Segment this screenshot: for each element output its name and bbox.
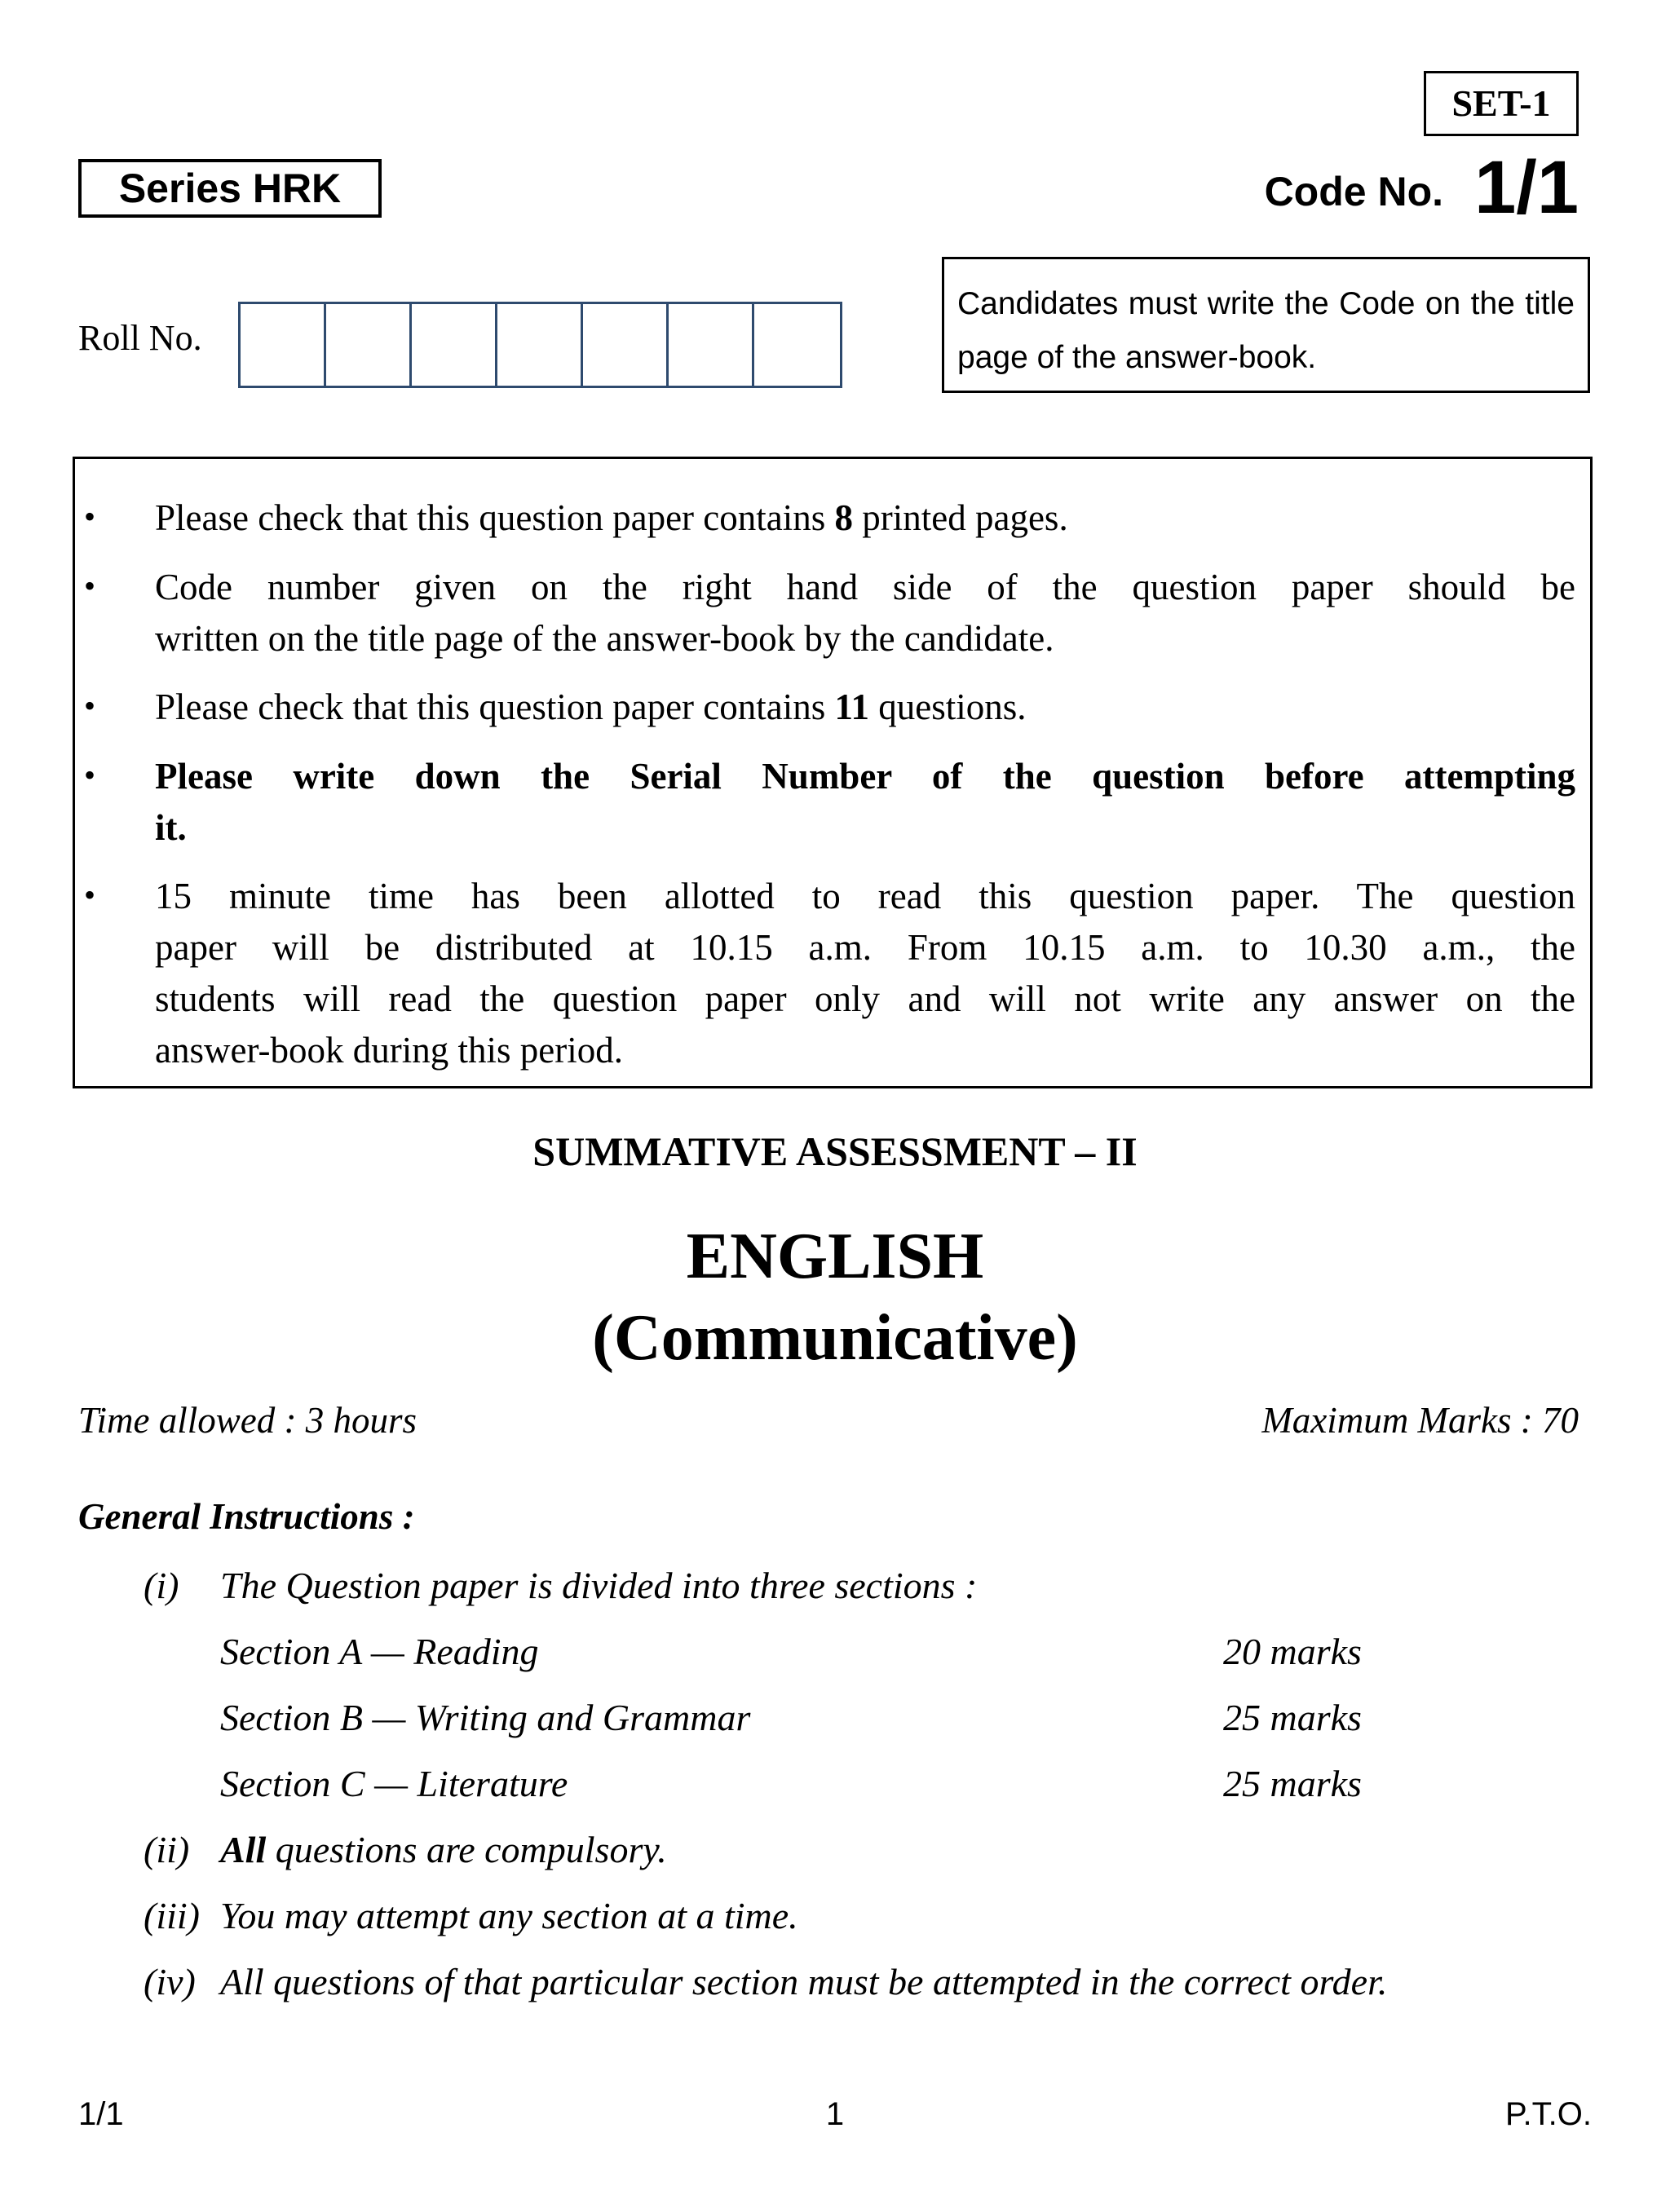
- instruction-pages: [155, 492, 1575, 544]
- instruction-text: Please check that this question paper contains: [155, 497, 835, 538]
- roll-number-cell: [754, 304, 840, 386]
- section-b-marks: 25 marks: [1223, 1697, 1362, 1738]
- instruction-time-line3: students will read the question paper only and will not write any answer on the: [155, 978, 1575, 1019]
- series-label: Series HRK: [78, 159, 382, 218]
- instruction-number: (iv): [144, 1961, 196, 2002]
- bullet-icon: •: [84, 876, 96, 913]
- instruction-number: (iii): [144, 1895, 200, 1936]
- bullet-icon: •: [84, 757, 96, 793]
- instruction-time-line1: 15 minute time has been allotted to read this question paper. The question: [155, 876, 1575, 916]
- roll-number-cell: [583, 304, 669, 386]
- instruction-number: (ii): [144, 1829, 190, 1870]
- time-allowed: Time allowed : 3 hours: [78, 1400, 418, 1441]
- instruction-sections-intro: The Question paper is divided into three sections :: [220, 1565, 978, 1606]
- instruction-bold: 8: [834, 497, 854, 538]
- instruction-text: questions are compulsory.: [266, 1829, 667, 1870]
- instruction-time-line4: answer-book during this period.: [155, 1030, 623, 1071]
- instruction-serial-line2: it.: [155, 807, 187, 848]
- assessment-title: SUMMATIVE ASSESSMENT – II: [532, 1128, 1138, 1174]
- roll-number-cell: [497, 304, 583, 386]
- page-number: 1: [825, 2096, 845, 2132]
- instruction-bold: 11: [834, 687, 870, 727]
- instruction-questions: [155, 682, 1575, 733]
- instruction-text: printed pages.: [853, 497, 1068, 538]
- candidate-note: Candidates must write the Code on the title page of the answer-book.: [942, 257, 1590, 393]
- instruction-code-line2: written on the title page of the answer-book by the candidate.: [155, 618, 1054, 659]
- instruction-bold: All: [220, 1829, 267, 1870]
- set-label: SET-1: [1424, 71, 1579, 136]
- section-c-marks: 25 marks: [1223, 1763, 1362, 1804]
- roll-number-cell: [412, 304, 497, 386]
- roll-number-cell: [241, 304, 326, 386]
- roll-number-cell: [326, 304, 412, 386]
- instruction-order: All questions of that particular section must be attempted in the correct order.: [220, 1961, 1388, 2002]
- footer-code: 1/1: [78, 2096, 124, 2132]
- instruction-text: Please check that this question paper contains: [155, 687, 835, 727]
- section-a-name: Section A — Reading: [220, 1631, 539, 1672]
- instruction-number: (i): [144, 1565, 179, 1606]
- section-a-marks: 20 marks: [1223, 1631, 1362, 1672]
- subject-title: ENGLISH: [686, 1221, 984, 1292]
- general-instructions-heading: General Instructions :: [78, 1496, 415, 1537]
- roll-number-label: Roll No.: [78, 318, 202, 358]
- roll-number-cell: [669, 304, 754, 386]
- instruction-time-line2: paper will be distributed at 10.15 a.m. From 10.15 a.m. to 10.30 a.m., the: [155, 927, 1575, 968]
- instruction-serial-line1: Please write down the Serial Number of the question before attempting: [155, 756, 1575, 797]
- code-value: 1/1: [1474, 146, 1579, 229]
- bullet-icon: •: [84, 687, 96, 724]
- instruction-code-line1: Code number given on the right hand side of the question paper should be: [155, 567, 1575, 607]
- bullet-icon: •: [84, 498, 96, 535]
- maximum-marks: Maximum Marks : 70: [1261, 1400, 1579, 1441]
- instruction-any-section: You may attempt any section at a time.: [220, 1895, 798, 1936]
- please-turn-over: P.T.O.: [1505, 2096, 1592, 2132]
- code-label: Code No.: [1264, 169, 1443, 214]
- instruction-text: questions.: [869, 687, 1027, 727]
- subject-subtitle: (Communicative): [592, 1302, 1078, 1374]
- section-b-name: Section B — Writing and Grammar: [220, 1697, 751, 1738]
- roll-number-grid: [238, 302, 842, 388]
- bullet-icon: •: [84, 567, 96, 604]
- section-c-name: Section C — Literature: [220, 1763, 568, 1804]
- instruction-compulsory: [220, 1826, 667, 1874]
